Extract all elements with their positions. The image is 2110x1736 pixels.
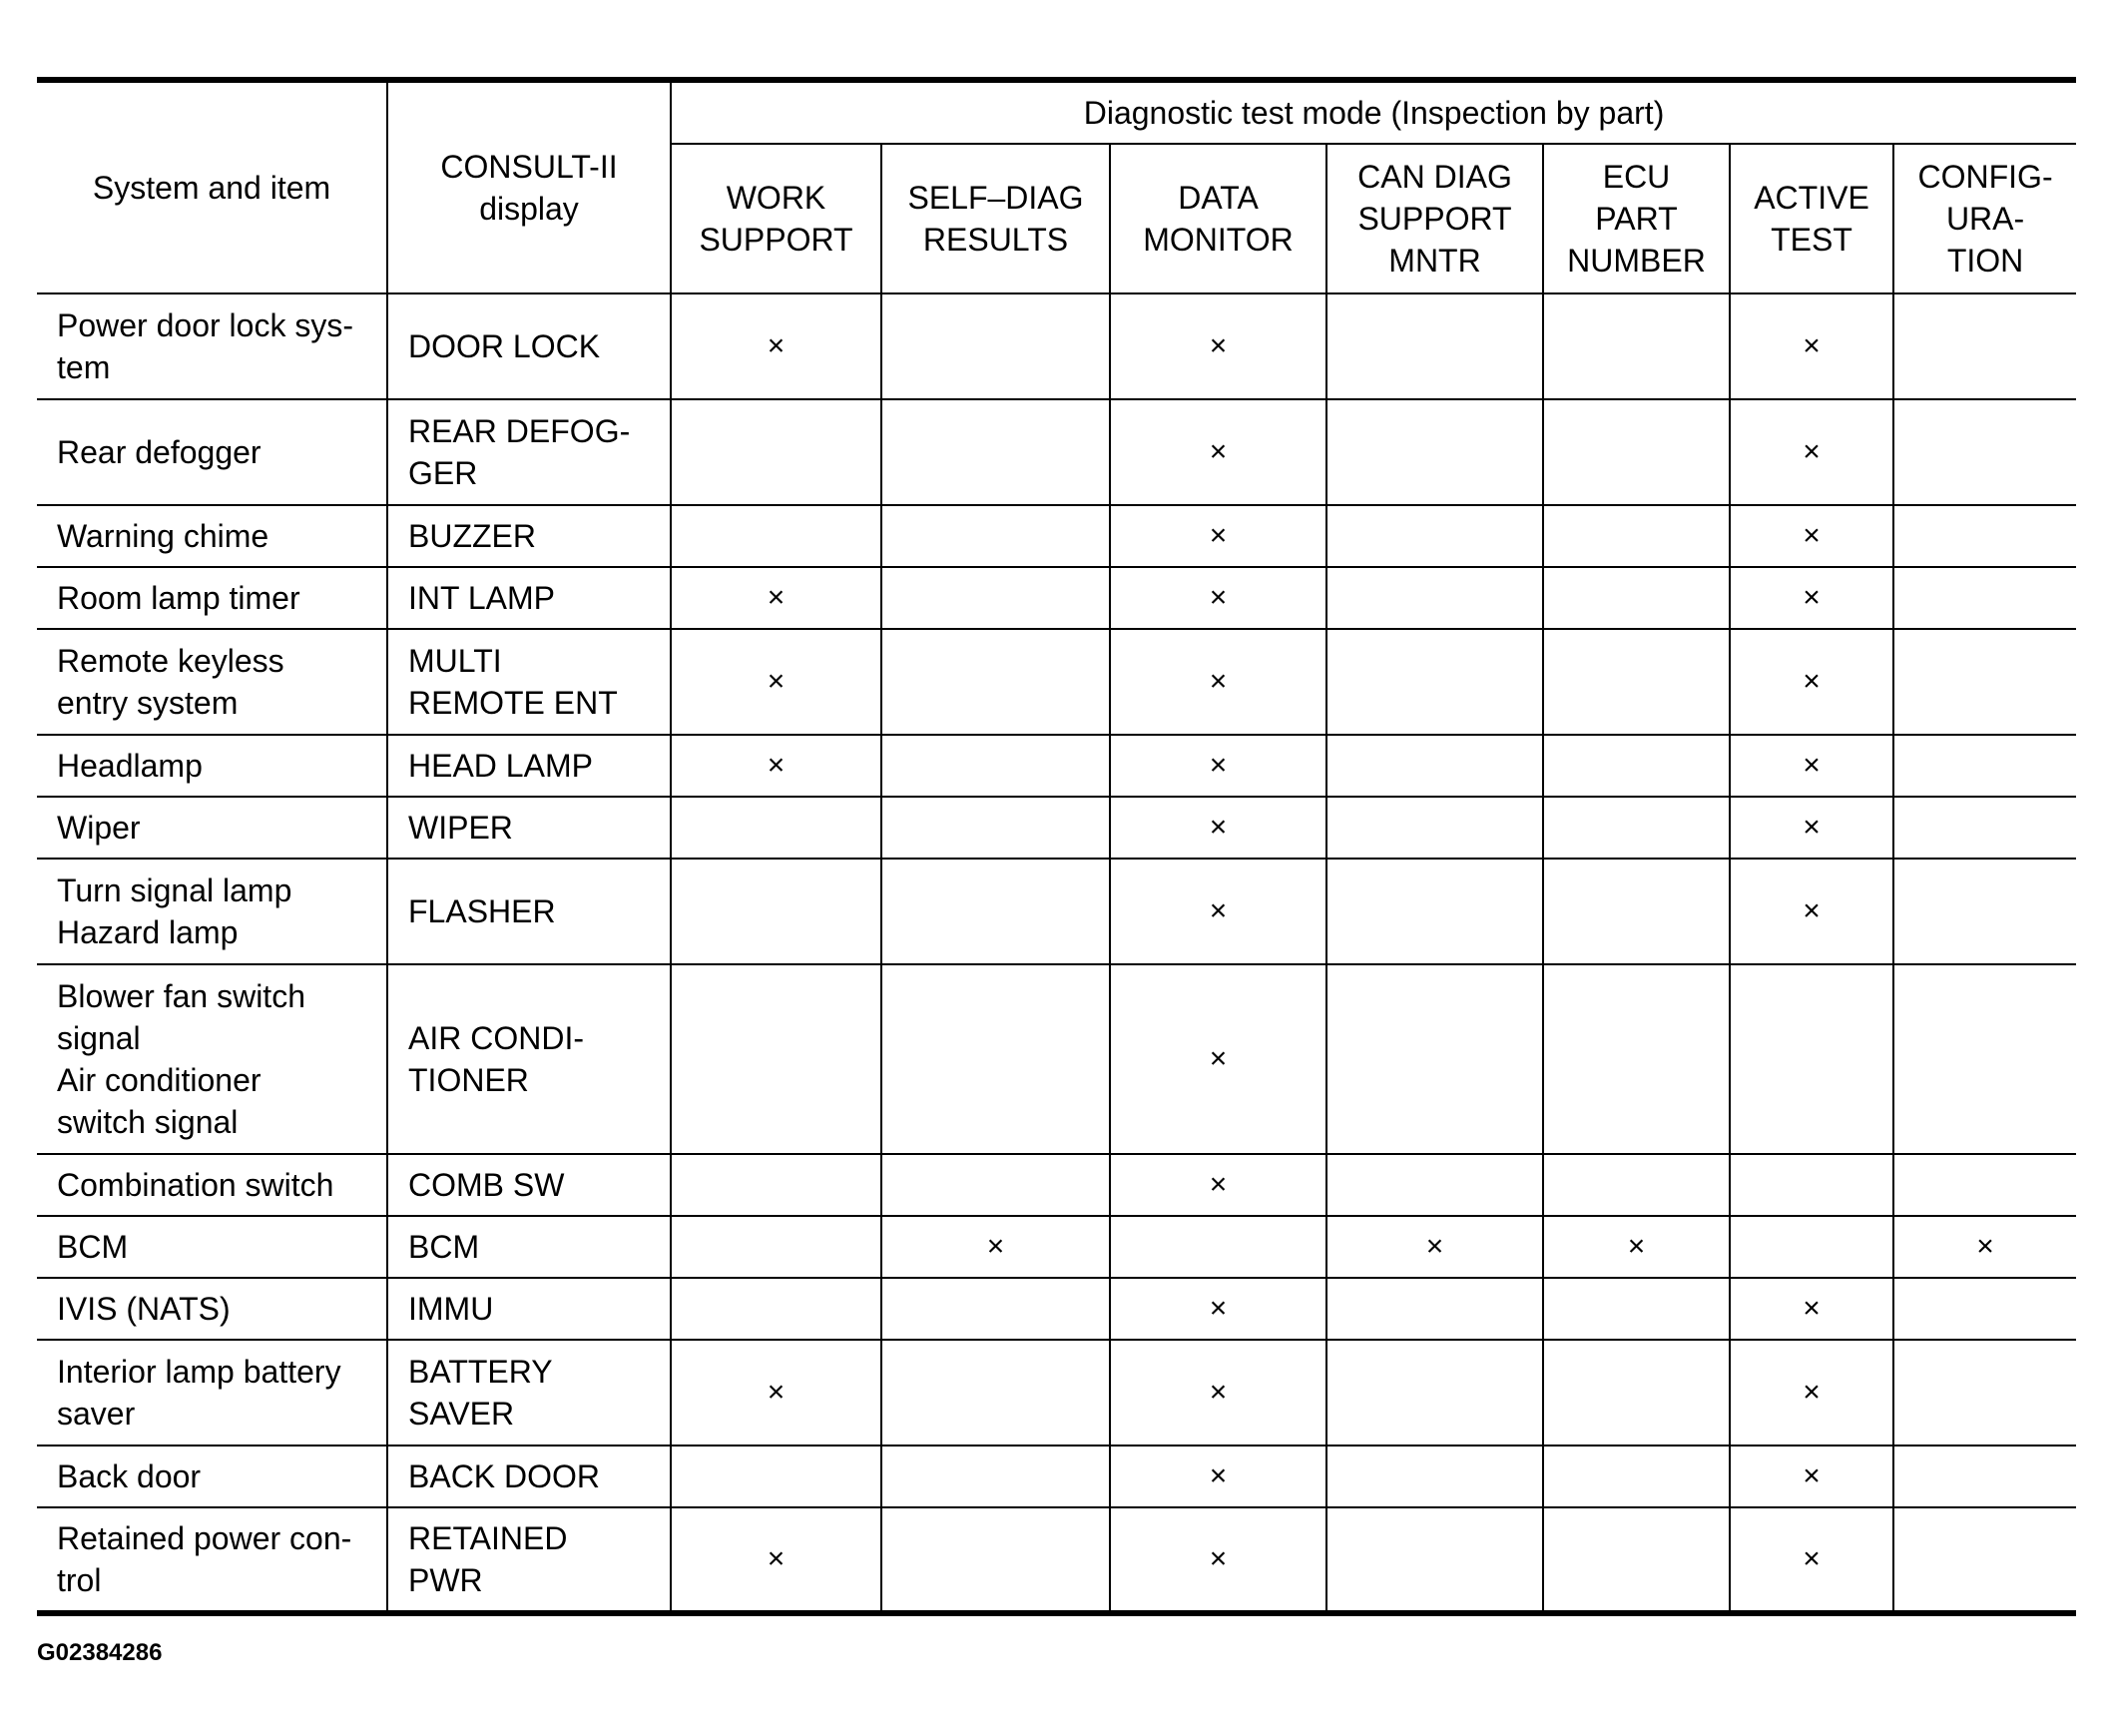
empty-cell xyxy=(1543,735,1730,797)
empty-cell xyxy=(1893,964,2076,1154)
empty-cell xyxy=(1543,399,1730,505)
supported-mark: × xyxy=(1110,1154,1326,1216)
consult-display-cell: BACK DOOR xyxy=(387,1446,671,1507)
consult-display-cell: AIR CONDI- TIONER xyxy=(387,964,671,1154)
header-self-diag-results: SELF–DIAG RESULTS xyxy=(881,144,1110,293)
empty-cell xyxy=(881,399,1110,505)
system-item-cell: Room lamp timer xyxy=(37,567,387,629)
table-row xyxy=(37,797,2076,859)
empty-cell xyxy=(1326,293,1543,399)
empty-cell xyxy=(1543,293,1730,399)
supported-mark: × xyxy=(1110,567,1326,629)
table-row xyxy=(37,859,2076,964)
empty-cell xyxy=(1326,964,1543,1154)
header-data-monitor: DATA MONITOR xyxy=(1110,144,1326,293)
consult-display-cell: REAR DEFOG- GER xyxy=(387,399,671,505)
supported-mark: × xyxy=(1110,1507,1326,1613)
empty-cell xyxy=(1543,1340,1730,1446)
system-item-cell: Combination switch xyxy=(37,1154,387,1216)
empty-cell xyxy=(1893,1446,2076,1507)
table-row xyxy=(37,735,2076,797)
header-can-diag-support-mntr: CAN DIAG SUPPORT MNTR xyxy=(1326,144,1543,293)
empty-cell xyxy=(671,797,881,859)
header-ecu-part-number: ECU PART NUMBER xyxy=(1543,144,1730,293)
supported-mark: × xyxy=(1110,1278,1326,1340)
supported-mark: × xyxy=(1730,399,1893,505)
system-item-cell: Wiper xyxy=(37,797,387,859)
empty-cell xyxy=(1730,964,1893,1154)
header-work-support: WORK SUPPORT xyxy=(671,144,881,293)
empty-cell xyxy=(671,859,881,964)
empty-cell xyxy=(881,797,1110,859)
empty-cell xyxy=(1326,505,1543,567)
supported-mark: × xyxy=(1110,399,1326,505)
empty-cell xyxy=(1543,629,1730,735)
system-item-cell: Back door xyxy=(37,1446,387,1507)
empty-cell xyxy=(1893,293,2076,399)
system-item-cell: Warning chime xyxy=(37,505,387,567)
empty-cell xyxy=(1893,1340,2076,1446)
system-item-cell: Interior lamp battery saver xyxy=(37,1340,387,1446)
system-item-cell: IVIS (NATS) xyxy=(37,1278,387,1340)
empty-cell xyxy=(1326,1278,1543,1340)
supported-mark: × xyxy=(671,1340,881,1446)
table-row xyxy=(37,964,2076,1154)
supported-mark: × xyxy=(1730,629,1893,735)
consult-display-cell: BATTERY SAVER xyxy=(387,1340,671,1446)
empty-cell xyxy=(1543,1507,1730,1613)
empty-cell xyxy=(881,567,1110,629)
empty-cell xyxy=(881,629,1110,735)
supported-mark: × xyxy=(1730,567,1893,629)
empty-cell xyxy=(1543,964,1730,1154)
system-item-cell: Retained power con- trol xyxy=(37,1507,387,1613)
empty-cell xyxy=(881,1340,1110,1446)
empty-cell xyxy=(671,1278,881,1340)
consult-display-cell: BUZZER xyxy=(387,505,671,567)
empty-cell xyxy=(881,735,1110,797)
empty-cell xyxy=(1326,1446,1543,1507)
supported-mark: × xyxy=(881,1216,1110,1278)
empty-cell xyxy=(1893,797,2076,859)
supported-mark: × xyxy=(1730,735,1893,797)
empty-cell xyxy=(671,1216,881,1278)
empty-cell xyxy=(1543,1278,1730,1340)
empty-cell xyxy=(1326,1154,1543,1216)
empty-cell xyxy=(881,1446,1110,1507)
empty-cell xyxy=(1893,1278,2076,1340)
supported-mark: × xyxy=(671,567,881,629)
table-row xyxy=(37,293,2076,399)
empty-cell xyxy=(1730,1216,1893,1278)
empty-cell xyxy=(1543,797,1730,859)
system-item-cell: Remote keyless entry system xyxy=(37,629,387,735)
supported-mark: × xyxy=(1730,1507,1893,1613)
empty-cell xyxy=(1326,797,1543,859)
consult-display-cell: RETAINED PWR xyxy=(387,1507,671,1613)
table-row xyxy=(37,1507,2076,1613)
table-body xyxy=(37,293,2076,1613)
empty-cell xyxy=(881,1278,1110,1340)
supported-mark: × xyxy=(1110,797,1326,859)
supported-mark: × xyxy=(1110,964,1326,1154)
consult-display-cell: IMMU xyxy=(387,1278,671,1340)
supported-mark: × xyxy=(671,1507,881,1613)
empty-cell xyxy=(1730,1154,1893,1216)
supported-mark: × xyxy=(671,293,881,399)
header-system-item: System and item xyxy=(37,80,387,293)
supported-mark: × xyxy=(671,735,881,797)
empty-cell xyxy=(881,1154,1110,1216)
empty-cell xyxy=(671,1154,881,1216)
table-row xyxy=(37,1340,2076,1446)
empty-cell xyxy=(1893,1154,2076,1216)
consult-display-cell: MULTI REMOTE ENT xyxy=(387,629,671,735)
header-row-top xyxy=(37,80,2076,144)
figure-id: G02384286 xyxy=(37,1639,163,1666)
empty-cell xyxy=(1326,629,1543,735)
empty-cell xyxy=(1893,859,2076,964)
consult-display-cell: HEAD LAMP xyxy=(387,735,671,797)
empty-cell xyxy=(671,964,881,1154)
empty-cell xyxy=(671,399,881,505)
table-row xyxy=(37,1278,2076,1340)
empty-cell xyxy=(1326,859,1543,964)
empty-cell xyxy=(881,859,1110,964)
diagnostic-mode-table xyxy=(37,77,2076,1616)
empty-cell xyxy=(1893,629,2076,735)
supported-mark: × xyxy=(1110,505,1326,567)
table-row xyxy=(37,1446,2076,1507)
empty-cell xyxy=(881,1507,1110,1613)
table-row xyxy=(37,567,2076,629)
empty-cell xyxy=(1110,1216,1326,1278)
supported-mark: × xyxy=(1730,293,1893,399)
supported-mark: × xyxy=(1730,505,1893,567)
table-row xyxy=(37,1154,2076,1216)
empty-cell xyxy=(1543,505,1730,567)
supported-mark: × xyxy=(1110,735,1326,797)
empty-cell xyxy=(1893,1507,2076,1613)
supported-mark: × xyxy=(1110,1446,1326,1507)
header-consult-display: CONSULT-II display xyxy=(387,80,671,293)
consult-display-cell: INT LAMP xyxy=(387,567,671,629)
empty-cell xyxy=(881,293,1110,399)
supported-mark: × xyxy=(1326,1216,1543,1278)
supported-mark: × xyxy=(1730,1278,1893,1340)
consult-display-cell: DOOR LOCK xyxy=(387,293,671,399)
empty-cell xyxy=(1326,735,1543,797)
supported-mark: × xyxy=(1730,797,1893,859)
empty-cell xyxy=(881,505,1110,567)
table-row xyxy=(37,629,2076,735)
table-row xyxy=(37,505,2076,567)
system-item-cell: Headlamp xyxy=(37,735,387,797)
empty-cell xyxy=(1326,1340,1543,1446)
system-item-cell: Power door lock sys- tem xyxy=(37,293,387,399)
empty-cell xyxy=(1893,567,2076,629)
supported-mark: × xyxy=(671,629,881,735)
empty-cell xyxy=(1893,505,2076,567)
supported-mark: × xyxy=(1110,629,1326,735)
empty-cell xyxy=(671,505,881,567)
empty-cell xyxy=(671,1446,881,1507)
system-item-cell: Blower fan switch signal Air conditioner switch signal xyxy=(37,964,387,1154)
system-item-cell: Turn signal lamp Hazard lamp xyxy=(37,859,387,964)
header-active-test: ACTIVE TEST xyxy=(1730,144,1893,293)
supported-mark: × xyxy=(1110,293,1326,399)
empty-cell xyxy=(1543,567,1730,629)
table-row xyxy=(37,399,2076,505)
supported-mark: × xyxy=(1543,1216,1730,1278)
empty-cell xyxy=(1543,859,1730,964)
header-diagnostic-group: Diagnostic test mode (Inspection by part) xyxy=(671,80,2076,144)
supported-mark: × xyxy=(1730,1340,1893,1446)
consult-display-cell: COMB SW xyxy=(387,1154,671,1216)
empty-cell xyxy=(881,964,1110,1154)
supported-mark: × xyxy=(1110,1340,1326,1446)
consult-display-cell: BCM xyxy=(387,1216,671,1278)
empty-cell xyxy=(1326,1507,1543,1613)
empty-cell xyxy=(1543,1154,1730,1216)
empty-cell xyxy=(1893,735,2076,797)
supported-mark: × xyxy=(1893,1216,2076,1278)
empty-cell xyxy=(1543,1446,1730,1507)
supported-mark: × xyxy=(1730,1446,1893,1507)
supported-mark: × xyxy=(1110,859,1326,964)
system-item-cell: Rear defogger xyxy=(37,399,387,505)
header-configuration: CONFIG- URA- TION xyxy=(1893,144,2076,293)
empty-cell xyxy=(1326,567,1543,629)
system-item-cell: BCM xyxy=(37,1216,387,1278)
empty-cell xyxy=(1893,399,2076,505)
table-row xyxy=(37,1216,2076,1278)
consult-display-cell: WIPER xyxy=(387,797,671,859)
empty-cell xyxy=(1326,399,1543,505)
consult-display-cell: FLASHER xyxy=(387,859,671,964)
supported-mark: × xyxy=(1730,859,1893,964)
